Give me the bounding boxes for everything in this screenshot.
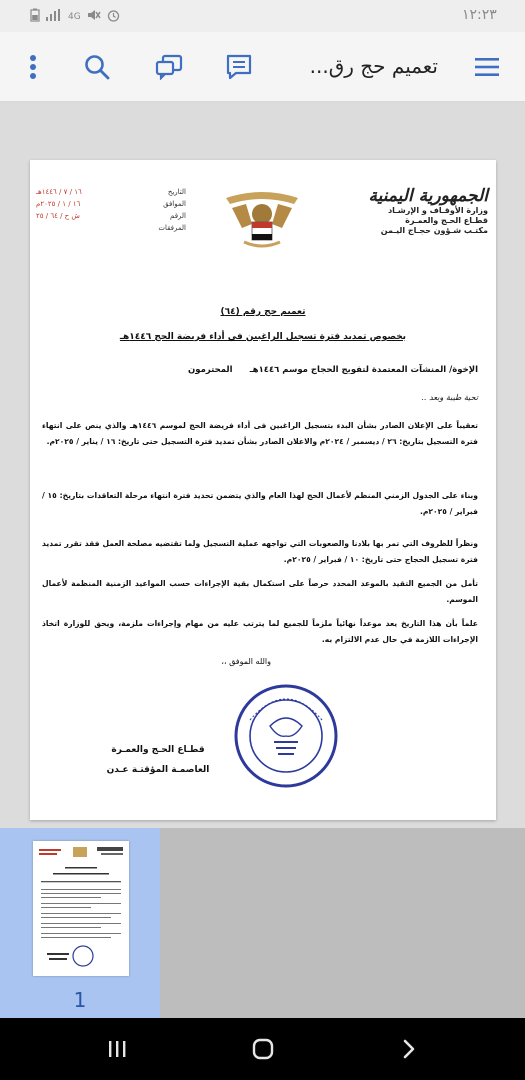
- signature-sector: قطـاع الحـج والعمـرة: [111, 745, 205, 755]
- signature-block: [98, 740, 218, 780]
- addressee-line: [48, 365, 478, 375]
- back-icon[interactable]: [392, 1032, 426, 1066]
- home-icon[interactable]: [246, 1032, 280, 1066]
- clock: ١٢:٢٣: [462, 7, 497, 23]
- number-label: الرقم: [170, 212, 186, 220]
- thumbnail-image[interactable]: [33, 841, 129, 976]
- thumbnail-page-1[interactable]: [0, 828, 160, 1018]
- paragraph-2: وبناء على الجدول الزمني المنظم لأعمال الحج لهذا العام والذي يتضمن تحديد فترة انتهاء مرحلة التعاقدات بتاريخ: ١٥ / فبراير / ٢٠٢٥م.: [42, 491, 479, 516]
- official-stamp-icon: [230, 680, 342, 792]
- paragraph-3: ونظراً للظروف التي تمر بها بلادنا والصعوبات التي تواجهه عملية التسجيل ولما تقتضيه مصلحة العمل فقد تقرر تمديد فترة تسجيل الحجاج حتى تاريخ: ١٠ / فبراير / ٢٠٢٥م.: [42, 539, 478, 564]
- search-icon[interactable]: [80, 50, 114, 84]
- reference-block: [36, 188, 186, 236]
- document-viewer[interactable]: [0, 103, 525, 828]
- status-bar: [0, 0, 525, 32]
- signature-city: العاصمـة المؤقتـة عـدن: [106, 765, 210, 775]
- paragraph-4: تأمل من الجميع التقيد بالموعد المحدد حرصاً على استكمال بقية الإجراءات حسب المواعيد الزمنية المنظمة لأعمال الموسم.: [42, 579, 478, 604]
- greeting: تحية طيبة وبعد ..: [421, 393, 478, 402]
- republic-name: الجمهورية اليمنية: [368, 186, 488, 206]
- recent-apps-icon[interactable]: [100, 1032, 134, 1066]
- more-options-icon[interactable]: [16, 50, 50, 84]
- corresponding-value: ١٦ / ١ / ٢٠٢٥م: [36, 200, 81, 208]
- ministry-name: وزارة الأوقـاف و الإرشـاد: [388, 206, 488, 215]
- share-icon[interactable]: [152, 50, 186, 84]
- paragraph-5: علماً بأن هذا التاريخ يعد موعداً نهائياً ملزماً للجميع لما يترتب عليه من مهام وإجراءات ملزمة، ويحق للوزارة اتخاذ الإجراءات اللازمة في حال عدم الالتزام به.: [42, 619, 478, 644]
- circular-subject: بخصوص تمديد فترة تسجيل الراغبين في أداء فريضة الحج ١٤٤٦هـ: [119, 332, 407, 342]
- yemen-emblem-icon: [216, 184, 308, 254]
- office-name: مكتـب شـؤون حجـاج اليـمن: [380, 226, 488, 235]
- status-icons: [30, 8, 120, 25]
- date-value: ١٦ / ٧ / ١٤٤٦هـ: [36, 188, 82, 196]
- ministry-header: [338, 186, 488, 236]
- comment-icon[interactable]: [222, 50, 256, 84]
- closing-phrase: والله الموفق ،،: [221, 657, 271, 666]
- addressee-suffix: المحترمون: [188, 365, 233, 375]
- signal-icon: [46, 9, 62, 24]
- number-value: ش ح / ٦٤ / ٢٥: [36, 212, 80, 220]
- mute-icon: [87, 9, 101, 24]
- circular-title: تعميم حج رقم (٦٤): [220, 307, 306, 317]
- system-nav-bar: [0, 1018, 525, 1080]
- corresponding-label: الموافق: [163, 200, 186, 208]
- attachments-label: المرفقات: [158, 224, 186, 232]
- document-title[interactable]: تعميم حج رق...: [309, 54, 438, 78]
- sector-name: قطـاع الحـج والعمـرة: [405, 216, 488, 225]
- thumbnail-page-number: 1: [73, 988, 87, 1012]
- alarm-icon: [107, 9, 120, 25]
- menu-icon[interactable]: [470, 50, 504, 84]
- document-page[interactable]: [30, 160, 496, 820]
- thumbnail-panel: [0, 828, 525, 1018]
- network-type-label: 4G: [68, 11, 81, 22]
- paragraph-1: تعقيباً على الإعلان الصادر بشأن البدء بتسجيل الراغبين فى أداء فريضة الحج لموسم ١٤٤٦هـ والذي ينص على انتهاء فترة التسجيل بتاريخ: ٢٦ / ديسمبر / ٢٠٢٤م والاعلان الصادر بشأن تمديد فترة التسجيل حتى تاريخ: ١٦ / يناير / ٢٠٢٥م.: [42, 421, 478, 446]
- app-toolbar: [0, 32, 525, 102]
- battery-icon: [30, 8, 40, 25]
- date-label: التاريخ: [167, 188, 186, 196]
- addressee: الإخوة/ المنشآت المعتمدة لتفويج الحجاج موسم ١٤٤٦هـ: [249, 365, 478, 375]
